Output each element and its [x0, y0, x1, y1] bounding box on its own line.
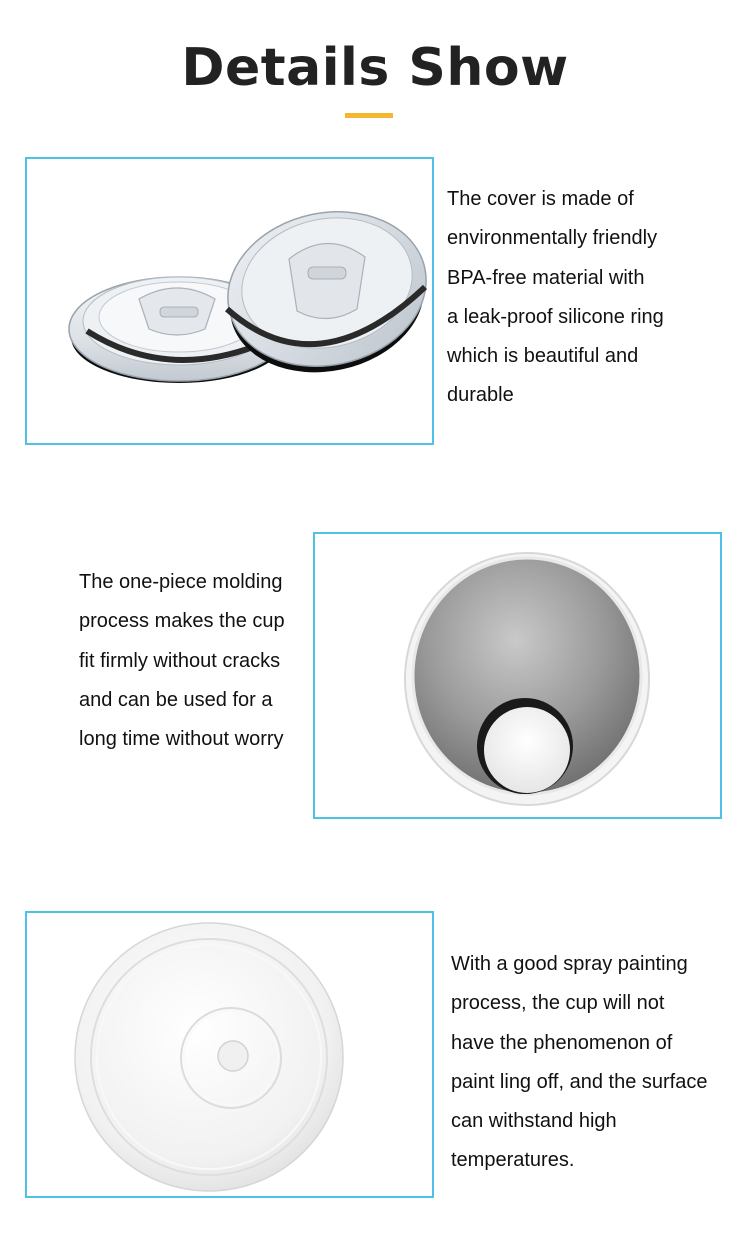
text-line: have the phenomenon of: [451, 1031, 673, 1054]
cup-interior-image: [315, 534, 720, 817]
text-line: durable: [447, 384, 514, 407]
lids-image-frame: [25, 157, 434, 445]
title-underline: [345, 113, 393, 118]
text-line: paint ling off, and the surface: [451, 1070, 708, 1093]
text-line: long time without worry: [79, 728, 284, 751]
painting-description: [451, 945, 707, 1181]
text-line: With a good spray painting: [451, 953, 688, 975]
text-line: The cover is made of: [447, 188, 634, 210]
text-line: process, the cup will not: [451, 992, 665, 1015]
text-line: which is beautiful and: [447, 345, 639, 368]
page-title: Details Show: [181, 38, 569, 98]
clear-lids-image: [27, 159, 432, 443]
molding-description: [79, 563, 285, 759]
text-line: process makes the cup: [79, 610, 285, 633]
text-line: environmentally friendly: [447, 227, 658, 250]
text-line: temperatures.: [451, 1149, 575, 1172]
cup-bottom-frame: [25, 911, 434, 1198]
text-line: can withstand high: [451, 1110, 617, 1133]
text-line: and can be used for a: [79, 688, 273, 711]
text-line: a leak-proof silicone ring: [447, 305, 664, 328]
text-line: fit firmly without cracks: [79, 649, 281, 672]
text-line: The one-piece molding: [79, 571, 283, 593]
cup-bottom-image: [27, 913, 432, 1196]
lid-description: [447, 180, 664, 416]
text-line: BPA-free material with: [447, 266, 645, 289]
cup-interior-frame: [313, 532, 722, 819]
